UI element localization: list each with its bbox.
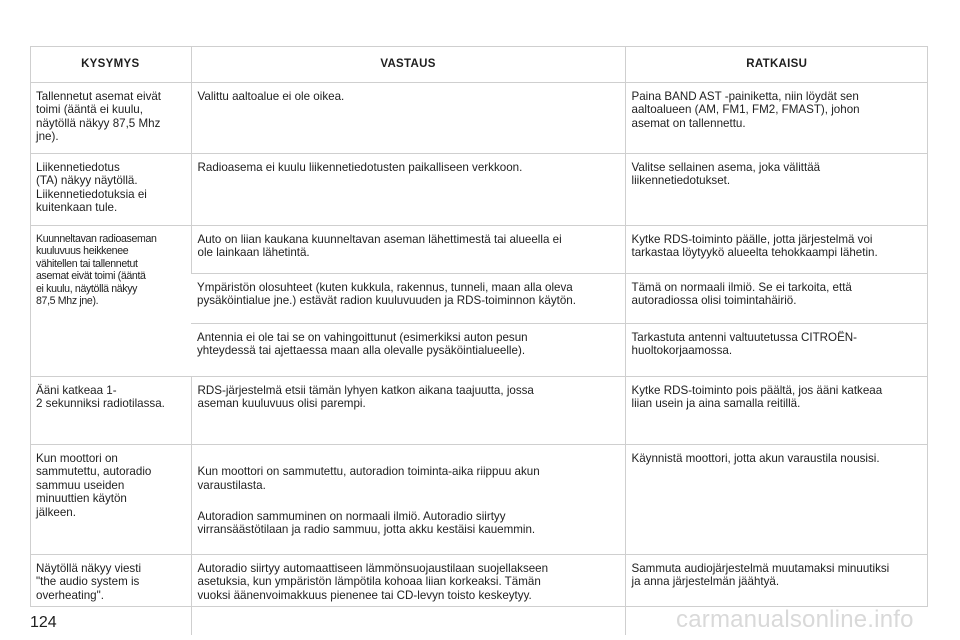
header-answer: VASTAUS [191, 46, 625, 83]
answer-paragraph: Kun moottori on sammutettu, autoradion toiminta-aika riippuu akun varaustilasta. [197, 465, 540, 492]
solution-cell: Sammuta audiojärjestelmä muutamaksi minuutiksi ja anna järjestelmän jäähtyä. [625, 554, 928, 635]
page-number: 124 [30, 614, 57, 631]
table-row [30, 445, 928, 555]
answer-cell: Antennia ei ole tai se on vahingoittunut (esimerkiksi auton pesun yhteydessä tai ajettaessa maan alla olevalle pysäköintialueelle). [191, 324, 625, 377]
table-header-row [30, 46, 928, 83]
question-cell: Liikennetiedotus (TA) näkyy näytöllä. Liikennetiedotuksia ei kuitenkaan tule. [30, 154, 191, 226]
solution-cell: Paina BAND AST -painiketta, niin löydät sen aaltoalueen (AM, FM1, FM2, FMAST), johon asemat on tallennettu. [625, 83, 928, 154]
table-row [30, 226, 928, 274]
answer-cell: Ympäristön olosuhteet (kuten kukkula, rakennus, tunneli, maan alla oleva pysäköintialue jne.) estävät radion kuuluvuuden ja RDS-toiminnon käytön. [191, 274, 625, 324]
solution-cell: Valitse sellainen asema, joka välittää liikennetiedotukset. [625, 154, 928, 226]
answer-cell [191, 445, 625, 555]
question-cell: Kuunneltavan radioaseman kuuluvuus heikkenee vähitellen tai tallennetut asemat eivät toimi (ääntä ei kuulu, näytöllä näkyy 87,5 Mhz jne). [30, 226, 191, 377]
question-cell: Näytöllä näkyy viesti "the audio system is overheating". [36, 561, 142, 602]
answer-cell: Valittu aaltoalue ei ole oikea. [191, 83, 625, 154]
answer-cell: Radioasema ei kuulu liikennetiedotusten paikalliseen verkkoon. [191, 154, 625, 226]
question-cell: Ääni katkeaa 1- 2 sekunniksi radiotilassa. [30, 377, 191, 445]
table-row [30, 83, 928, 154]
question-cell: Tallennetut asemat eivät toimi (ääntä ei kuulu, näytöllä näkyy 87,5 Mhz jne). [30, 83, 191, 154]
answer-cell: Autoradio siirtyy automaattiseen lämmönsuojaustilaan suojellakseen asetuksia, kun ympäristön lämpötila kohoaa liian korkeaksi. Tämän vuoksi äänenvoimakkuus pienenee tai CD-levyn toisto keskeytyy. [191, 554, 625, 635]
question-cell: Kun moottori on sammutettu, autoradio sammuu useiden minuuttien käytön jälkeen. [30, 445, 191, 555]
table-row [30, 154, 928, 226]
solution-cell: Kytke RDS-toiminto pois päältä, jos ääni katkeaa liian usein ja aina samalla reitillä. [625, 377, 928, 445]
solution-cell: Tarkastuta antenni valtuutetussa CITROËN- huoltokorjaamossa. [625, 324, 928, 377]
troubleshooting-table [30, 46, 928, 635]
answer-cell: RDS-järjestelmä etsii tämän lyhyen katkon aikana taajuutta, jossa aseman kuuluvuus olisi parempi. [191, 377, 625, 445]
header-question: KYSYMYS [30, 46, 191, 83]
table-row [30, 377, 928, 445]
solution-cell: Kytke RDS-toiminto päälle, jotta järjestelmä voi tarkastaa löytyykö alueelta tehokkaampi lähetin. [625, 226, 928, 274]
watermark-text: carmanualsonline.info [676, 606, 914, 633]
answer-paragraph: Autoradion sammuminen on normaali ilmiö. Autoradio siirtyy virransäästötilaan ja radio sammuu, jotta akku kestäisi kauemmin. [197, 509, 536, 537]
answer-cell: Auto on liian kaukana kuunneltavan aseman lähettimestä tai alueella ei ole lainkaan lähetintä. [191, 226, 625, 274]
solution-cell: Käynnistä moottori, jotta akun varaustila nousisi. [625, 445, 928, 555]
solution-cell: Tämä on normaali ilmiö. Se ei tarkoita, että autoradiossa olisi toimintahäiriö. [625, 274, 928, 324]
header-solution: RATKAISU [625, 46, 928, 83]
